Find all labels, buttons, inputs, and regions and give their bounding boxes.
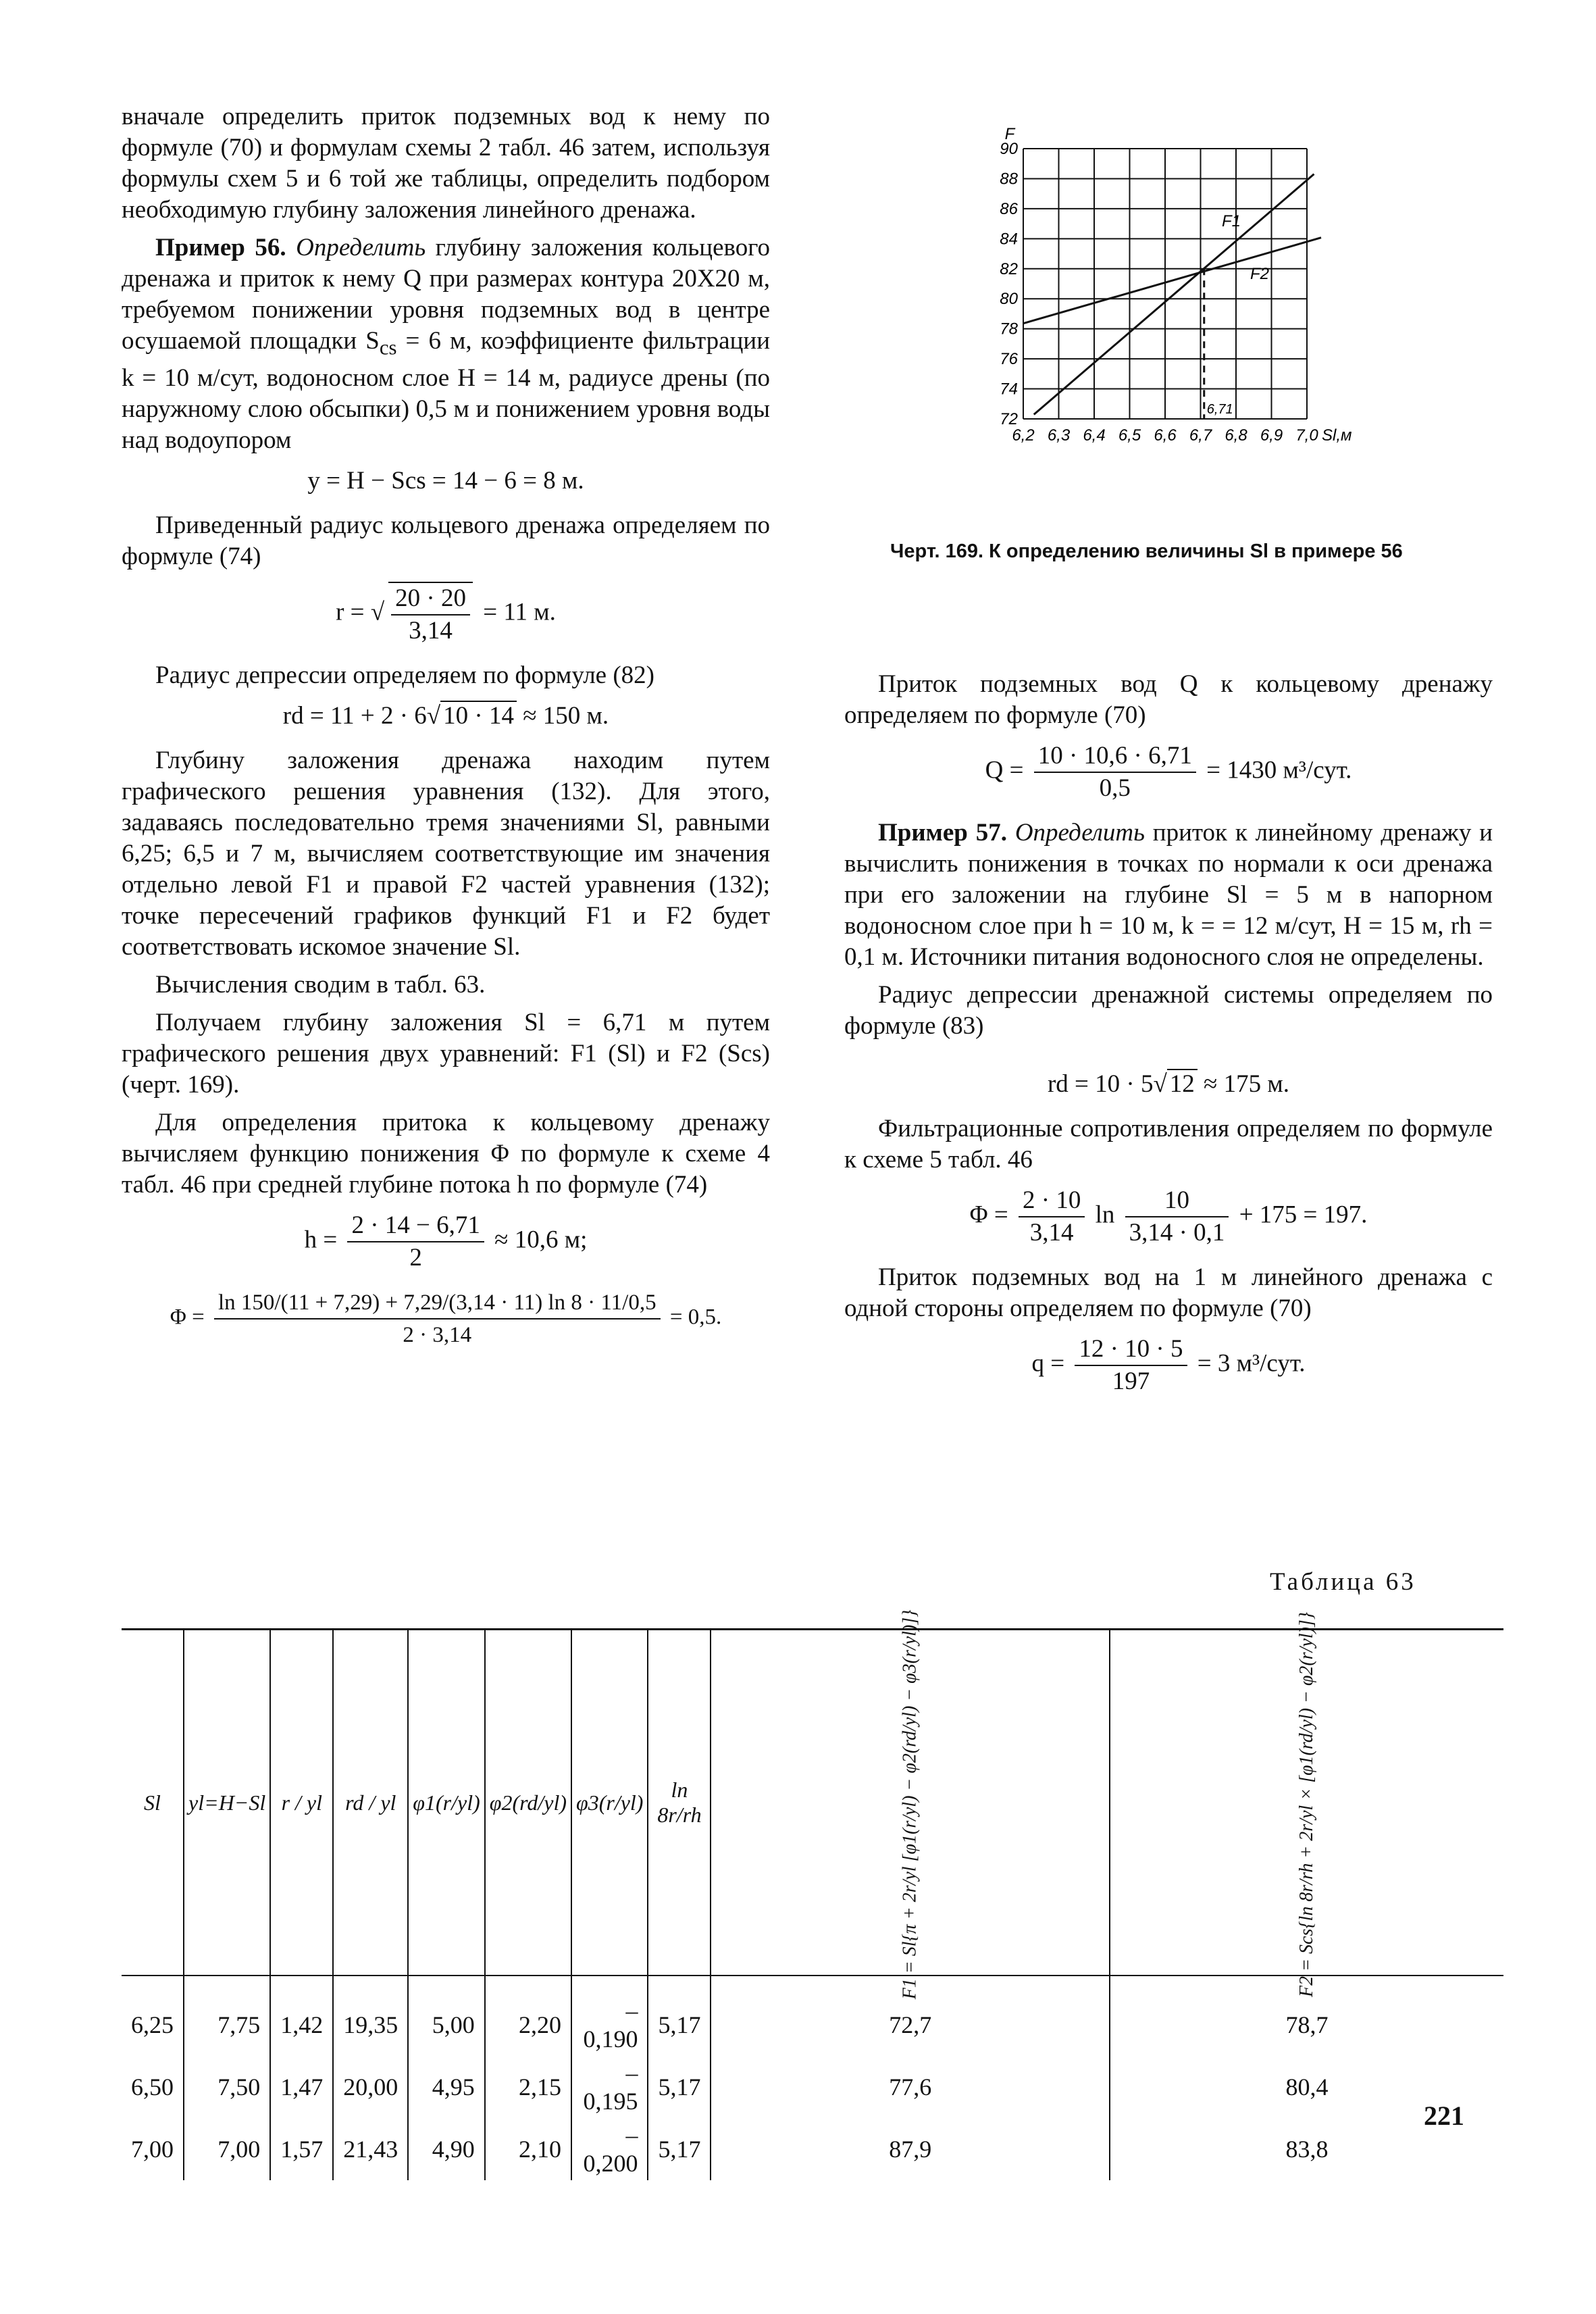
numerator: 20 · 20: [391, 583, 470, 615]
table-title: Таблица 63: [1270, 1568, 1416, 1596]
cell: 83,8: [1110, 2118, 1503, 2180]
table-header-row: [122, 1630, 1503, 1976]
y-axis-label: F: [1004, 125, 1015, 143]
formula-part: + 175 = 197.: [1239, 1201, 1368, 1229]
y-tick-label: 82: [1000, 259, 1018, 278]
cell: 5,17: [648, 2118, 711, 2180]
paragraph: Приведенный радиус кольцевого дренажа определяем по формуле (74): [122, 511, 770, 571]
numerator: 2 · 14 − 6,71: [347, 1210, 484, 1242]
formula-q2: [844, 1334, 1493, 1397]
cell: 20,00: [333, 2056, 408, 2118]
cell: 1,42: [270, 1976, 333, 2056]
denominator: 2 · 3,14: [403, 1323, 472, 1348]
y-tick-label: 86: [1000, 199, 1018, 218]
fraction: [388, 582, 473, 647]
x-tick-label: 6,7: [1189, 426, 1212, 445]
series-label: F2: [1250, 265, 1270, 284]
col-header: φ1(r/yl): [408, 1630, 484, 1976]
x-tick-label: 7,0: [1295, 426, 1318, 445]
series-label: F1: [1222, 211, 1241, 230]
cell: 1,57: [270, 2118, 333, 2180]
formula-part: ≈ 150 м.: [523, 702, 609, 730]
numerator: ln 150/(11 + 7,29) + 7,29/(3,14 · 11) ln 8 · 11/0,5: [214, 1287, 661, 1319]
example-title: Пример 56.: [155, 234, 286, 261]
cell: 5,00: [408, 1976, 484, 2056]
y-tick-label: 72: [1000, 410, 1018, 428]
formula-part: ≈ 10,6 м;: [494, 1226, 588, 1254]
formula-q: [844, 740, 1493, 804]
numerator: 2 · 10: [1019, 1185, 1085, 1217]
x-axis-label: Sl,м: [1322, 426, 1352, 445]
sqrt-arg: 12: [1167, 1069, 1198, 1098]
numerator: 10 · 10,6 · 6,71: [1034, 740, 1196, 773]
cell: 7,00: [184, 2118, 270, 2180]
y-tick-label: 90: [1000, 140, 1018, 158]
cell: 77,6: [711, 2056, 1110, 2118]
col-header: ln 8r/rh: [648, 1630, 711, 1976]
example-verb: Определить: [1014, 819, 1145, 847]
numerator: 10: [1125, 1185, 1229, 1217]
col-header: φ2(rd/yl): [485, 1630, 571, 1976]
chart-caption: Черт. 169. К определению величины Sl в примере 56: [890, 540, 1403, 562]
cell: 2,20: [485, 1976, 571, 2056]
subscript: cs: [379, 336, 397, 359]
cell: 7,75: [184, 1976, 270, 2056]
series-line-f2: [1023, 238, 1321, 324]
formula-part: = 3 м³/сут.: [1197, 1349, 1306, 1378]
right-column: [844, 669, 1493, 1411]
cell: 87,9: [711, 2118, 1110, 2180]
sqrt-arg: 10 · 14: [440, 701, 517, 730]
x-tick-label: 6,3: [1047, 426, 1071, 445]
fraction: [1075, 1334, 1187, 1397]
intersection-label: 6,71: [1206, 402, 1233, 417]
cell: –0,190: [571, 1976, 648, 2056]
cell: 4,95: [408, 2056, 484, 2118]
formula-h: [122, 1210, 770, 1274]
chart-169: [959, 115, 1364, 493]
x-tick-label: 6,2: [1012, 426, 1035, 445]
fraction: [1034, 740, 1196, 804]
cell: 6,25: [122, 1976, 184, 2056]
formula-part: Q =: [985, 756, 1024, 784]
cell: 21,43: [333, 2118, 408, 2180]
formula-part: Φ =: [170, 1305, 205, 1330]
rotated-header: F2 = Scs{ln 8r/rh + 2r/yl × [φ1(rd/yl) − φ2(r/yl)]}: [1296, 1611, 1318, 1997]
col-header: rd / yl: [333, 1630, 408, 1976]
col-header-f2: [1110, 1611, 1503, 1997]
paragraph: Радиус депрессии дренажной системы определяем по формуле (83): [844, 981, 1493, 1040]
x-tick-label: 6,9: [1260, 426, 1283, 445]
cell: 5,17: [648, 1976, 711, 2056]
cell: –0,200: [571, 2118, 648, 2180]
paragraph: Радиус депрессии определяем по формуле (82): [155, 661, 654, 690]
formula-rd: rd = 11 + 2 · 6√ 10 · 14 ≈ 150 м.: [282, 702, 609, 730]
y-tick-label: 80: [1000, 290, 1018, 309]
y-tick-label: 84: [1000, 230, 1018, 249]
denominator: 3,14: [409, 617, 453, 645]
y-tick-label: 74: [1000, 380, 1018, 399]
paragraph: Для определения притока к кольцевому дренажу вычисляем функцию понижения Φ по формуле к схеме 4 табл. 46 при средней глубине потока h по формуле (74): [122, 1109, 770, 1199]
paragraph: Получаем глубину заложения Sl = 6,71 м путем графического решения двух уравнений: F1 (Sl) и F2 (Scs) (черт. 169).: [122, 1009, 770, 1099]
denominator: 0,5: [1099, 774, 1131, 802]
x-tick-label: 6,8: [1225, 426, 1247, 445]
page-number: 221: [1424, 2101, 1464, 2131]
formula-r: r = √ $\frac{20 \cdot 20}{3,14}$ = 11 м.: [122, 582, 770, 647]
paragraph: Приток подземных вод Q к кольцевому дренажу определяем по формуле (70): [844, 670, 1493, 729]
formula-part: ln: [1095, 1201, 1115, 1229]
cell: 6,50: [122, 2056, 184, 2118]
fraction: [1125, 1185, 1229, 1249]
example-text: глубину заложения кольцевого дренажа и приток к нему Q при размерах контура 20X20 м, требуемом понижении уровня подземных вод в центре осушаемой площадки S: [122, 234, 770, 355]
formula-y: y = H − Scs = 14 − 6 = 8 м.: [307, 467, 584, 495]
numerator: 12 · 10 · 5: [1075, 1334, 1187, 1366]
formula-part: = 0,5.: [669, 1305, 722, 1330]
cell: 7,50: [184, 2056, 270, 2118]
formula-part: r =: [336, 598, 365, 626]
paragraph: вначале определить приток подземных вод к нему по формуле (70) и формулам схемы 2 табл. 46 затем, используя формулы схем 5 и 6 той же таблицы, определить подбором необходимую глубину заложения линейного дренажа.: [122, 103, 770, 224]
example-title: Пример 57.: [878, 819, 1007, 847]
left-column: [122, 101, 770, 1364]
example-text: приток к линейному дренажу и вычислить понижения в точках по нормали к оси дренажа при его заложении на глубине Sl = 5 м в напорном водоносном слое при h = 10 м, k = = 12 м/сут, H = 15 м, rh = 0,1 м. Источники питания водоносного слоя не определены.: [844, 819, 1493, 971]
col-header: Sl: [122, 1630, 184, 1976]
cell: 5,17: [648, 2056, 711, 2118]
x-tick-label: 6,6: [1154, 426, 1177, 445]
formula-part: h =: [304, 1226, 338, 1254]
x-tick-label: 6,4: [1083, 426, 1106, 445]
cell: 80,4: [1110, 2056, 1503, 2118]
cell: 4,90: [408, 2118, 484, 2180]
fraction: [347, 1210, 484, 1274]
formula-rd2: rd = 10 · 5√ 12 ≈ 175 м.: [1047, 1070, 1290, 1098]
rotated-header: F1 = Sl{π + 2r/yl [φ1(r/yl) − φ2(rd/yl) − φ3(r/yl)]}: [899, 1609, 921, 1999]
formula-phi: [122, 1287, 770, 1351]
col-header: r / yl: [270, 1630, 333, 1976]
denominator: 3,14: [1029, 1219, 1074, 1247]
col-header: yl=H−Sl: [184, 1630, 270, 1976]
paragraph: Глубину заложения дренажа находим путем графического решения уравнения (132). Для этого, задаваясь последовательно тремя значениями Sl, равными 6,25; 6,5 и 7 м, вычисляем соответствующие им значения отдельно левой F1 и правой F2 частей уравнения (132); точке пересечений графиков функций F1 и F2 будет соответствовать искомое значение Sl.: [122, 747, 770, 961]
formula-part: rd = 10 · 5: [1047, 1070, 1154, 1098]
table-63: [122, 1609, 1503, 2180]
denominator: 197: [1112, 1367, 1150, 1395]
paragraph: Фильтрационные сопротивления определяем по формуле к схеме 5 табл. 46: [844, 1115, 1493, 1174]
example-verb: Определить: [296, 234, 426, 261]
cell: 19,35: [333, 1976, 408, 2056]
y-tick-label: 76: [1000, 350, 1018, 369]
formula-part: = 1430 м³/сут.: [1206, 756, 1352, 784]
cell: –0,195: [571, 2056, 648, 2118]
col-header: φ3(r/yl): [571, 1630, 648, 1976]
x-tick-label: 6,5: [1118, 426, 1141, 445]
cell: 72,7: [711, 1976, 1110, 2056]
col-header-f1: [711, 1609, 1110, 1999]
denominator: 2: [409, 1244, 422, 1272]
formula-part: = 11 м.: [483, 598, 556, 626]
paragraph: Приток подземных вод на 1 м линейного дренажа с одной стороны определяем по формуле (70): [844, 1263, 1493, 1322]
formula-part: Φ =: [969, 1201, 1008, 1229]
example-57-paragraph: [844, 818, 1493, 973]
paragraph: Вычисления сводим в табл. 63.: [155, 971, 486, 999]
cell: 7,00: [122, 2118, 184, 2180]
formula-phi2: [844, 1185, 1493, 1249]
cell: 2,15: [485, 2056, 571, 2118]
fraction: [214, 1287, 661, 1351]
cell: 78,7: [1110, 1976, 1503, 2056]
cell: 1,47: [270, 2056, 333, 2118]
table-row: [122, 2118, 1503, 2180]
y-tick-label: 88: [1000, 170, 1018, 188]
y-tick-label: 78: [1000, 320, 1018, 338]
formula-part: ≈ 175 м.: [1204, 1070, 1290, 1098]
example-56-paragraph: [122, 232, 770, 456]
formula-part: rd = 11 + 2 · 6: [282, 702, 427, 730]
formula-part: q =: [1031, 1349, 1065, 1378]
table-row: [122, 2056, 1503, 2118]
fraction: [1019, 1185, 1085, 1249]
denominator: 3,14 · 0,1: [1129, 1219, 1225, 1247]
cell: 2,10: [485, 2118, 571, 2180]
example-text-tail: = 6 м, коэффициенте фильтрации k = 10 м/сут, водоносном слое H = 14 м, радиусе дрены (по наружному слою обсыпки) 0,5 м и понижением уровня воды над водоупором: [122, 327, 771, 455]
